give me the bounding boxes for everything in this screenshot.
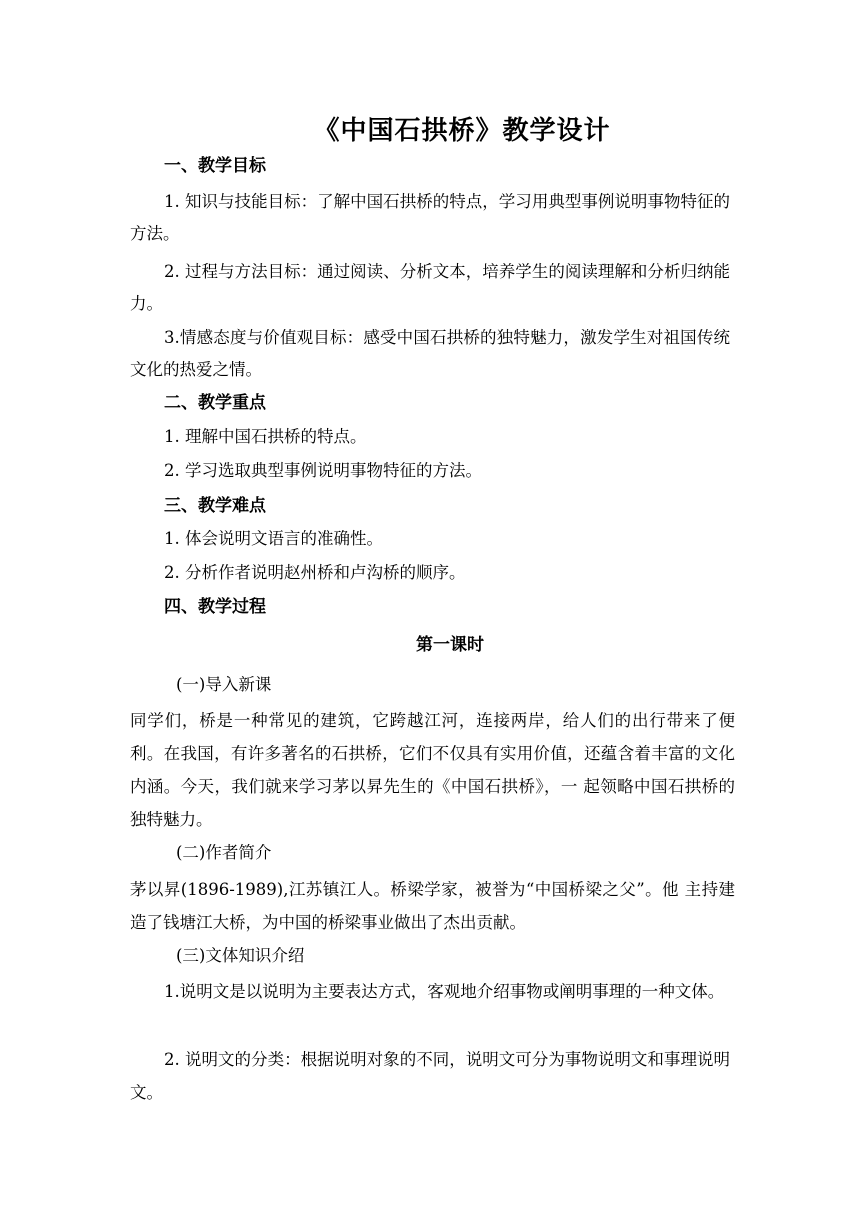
objective-item-3: 3.情感态度与价值观目标：感受中国石拱桥的独特魅力，激发学生对祖国传统文化的热爱之情。 [130, 328, 730, 379]
key-point-item-1: 1. 理解中国石拱桥的特点。 [164, 427, 367, 446]
difficulty-item-2: 2. 分析作者说明赵州桥和卢沟桥的顺序。 [164, 563, 466, 582]
objective-item-2: 2. 过程与方法目标：通过阅读、分析文本，培养学生的阅读理解和分析归纳能力。 [130, 262, 730, 313]
section-heading-difficulties: 三、教学难点 [164, 496, 266, 516]
part-label-intro: (一)导入新课 [176, 675, 272, 694]
part-label-author: (二)作者简介 [176, 843, 272, 862]
part-label-genre: (三)文体知识介绍 [176, 946, 305, 965]
key-point-item-2: 2. 学习选取典型事例说明事物特征的方法。 [164, 461, 482, 480]
section-heading-objectives: 一、教学目标 [164, 156, 266, 176]
difficulty-item-1: 1. 体会说明文语言的准确性。 [164, 529, 383, 548]
part-text-intro: 同学们，桥是一种常见的建筑，它跨越江河，连接两岸，给人们的出行带来了便利。在我国，有许多著名的石拱桥，它们不仅具有实用价值，还蕴含着丰富的文化内涵。今天，我们就来学习茅以昇先生的《中国石拱桥》，一 起领略中国石拱桥的独特魅力。 [130, 711, 735, 829]
section-heading-process: 四、教学过程 [164, 597, 266, 617]
genre-item-2: 2. 说明文的分类：根据说明对象的不同，说明文可分为事物说明文和事理说明文。 [130, 1050, 730, 1102]
part-text-author: 茅以昇(1896-1989),江苏镇江人。桥梁学家，被誉为“中国桥梁之父”。他 主持建造了钱塘江大桥，为中国的桥梁事业做出了杰出贡献。 [130, 880, 735, 932]
objective-item-1: 1. 知识与技能目标：了解中国石拱桥的特点，学习用典型事例说明事物特征的方法。 [130, 192, 730, 243]
genre-item-1: 1.说明文是以说明为主要表达方式，客观地介绍事物或阐明事理的一种文体。 [164, 982, 725, 1001]
lesson-subheading: 第一课时 [416, 635, 484, 655]
section-heading-key-points: 二、教学重点 [164, 393, 266, 413]
document-title: 《中国石拱桥》教学设计 [313, 116, 611, 146]
